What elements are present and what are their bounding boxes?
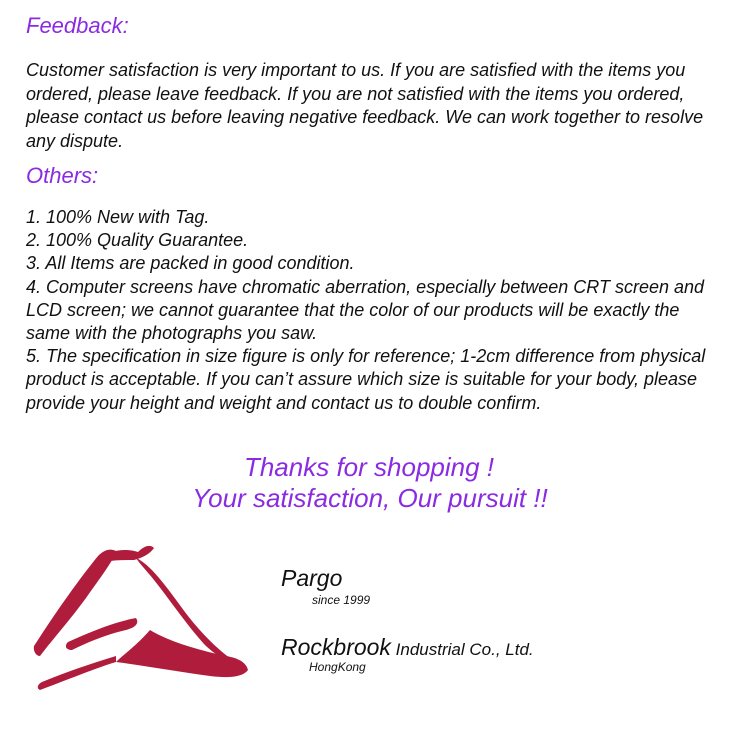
feedback-heading: Feedback: (26, 13, 129, 38)
brand-name: Pargo (281, 565, 343, 591)
company-location: HongKong (309, 660, 366, 674)
thanks-line: Thanks for shopping ! (243, 452, 495, 482)
company-suffix: Industrial Co., Ltd. (390, 640, 534, 659)
others-item-2: 2. 100% Quality Guarantee. (26, 230, 249, 251)
satisfaction-line: Your satisfaction, Our pursuit !! (192, 483, 548, 513)
others-list (26, 206, 716, 415)
others-item-3: 3. All Items are packed in good condition. (26, 253, 355, 274)
others-item-4: 4. Computer screens have chromatic aberration, especially between CRT screen and LCD screen; we cannot guarantee that the color of our products will be exactly the same with the photographs you saw. (26, 276, 705, 344)
others-item-1: 1. 100% New with Tag. (26, 207, 210, 227)
brand-since: since 1999 (312, 593, 371, 607)
company-name (281, 634, 534, 661)
feedback-paragraph: Customer satisfaction is very important to us. If you are satisfied with the items you ordered, please leave feedback. If you are not satisfied with the items you ordered, please contact us before leaving negative feedback. We can work together to resolve any dispute. (26, 60, 704, 151)
company-main-name: Rockbrook (281, 634, 391, 660)
others-heading: Others: (26, 163, 99, 188)
others-item-5: 5. The specification in size figure is only for reference; 1-2cm difference from physical product is acceptable. If you can’t assure which size is suitable for your body, please provide your height and weight and contact us to double confirm. (26, 346, 706, 413)
mountain-brushstroke-logo (30, 538, 252, 698)
